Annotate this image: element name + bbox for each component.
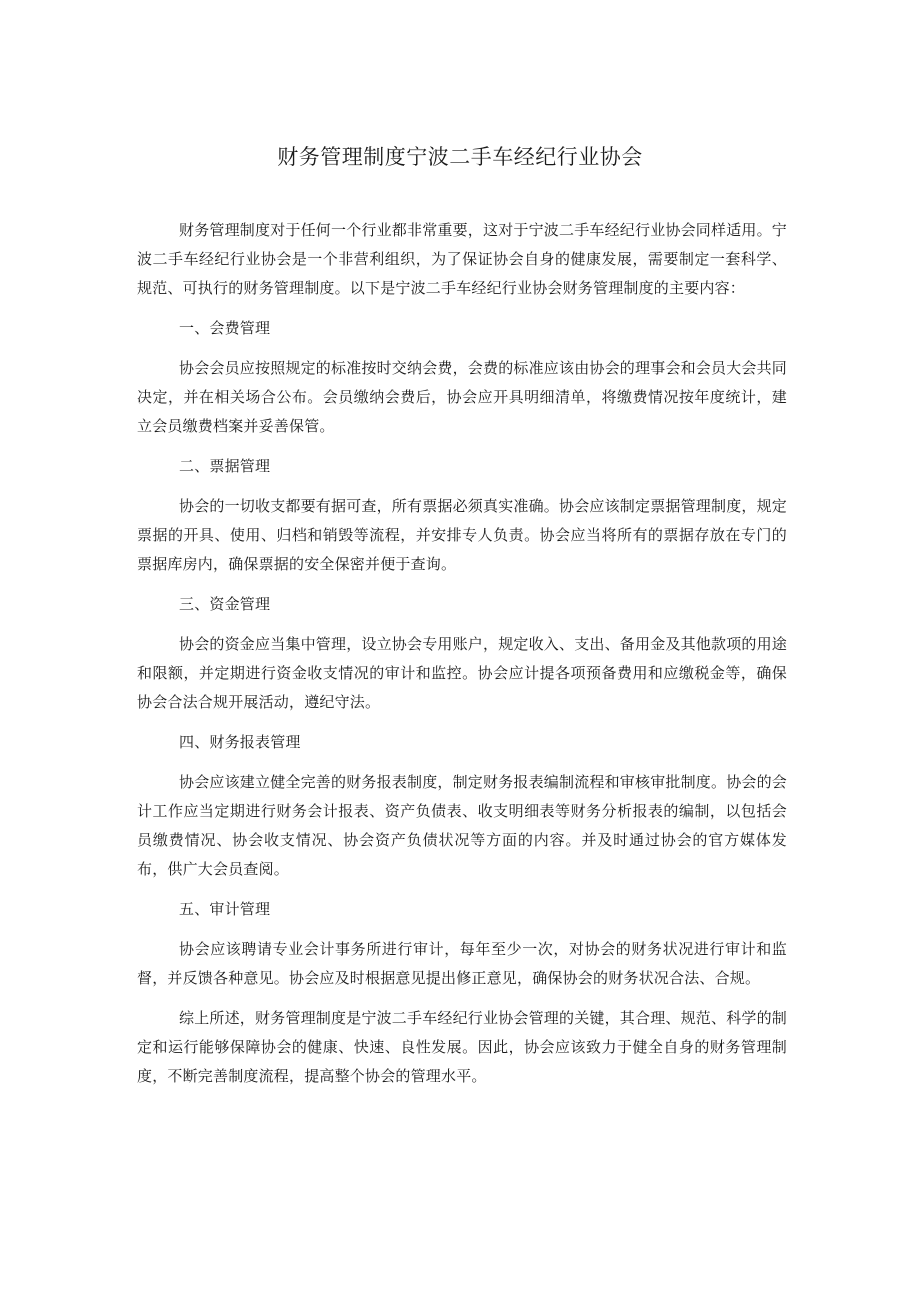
conclusion-paragraph: 综上所述，财务管理制度是宁波二手车经纪行业协会管理的关键，其合理、规范、科学的制定和运行能够保障协会的健康、快速、良性发展。因此，协会应该致力于健全自身的财务管理制度，不断完善制度流程，提高整个协会的管理水平。 xyxy=(137,1009,788,1085)
document-body xyxy=(137,216,787,1091)
section-heading-reports: 四、财务报表管理 xyxy=(179,733,301,751)
section-heading-audit: 五、审计管理 xyxy=(179,900,271,918)
section-heading-fees: 一、会费管理 xyxy=(179,319,271,337)
section-heading-receipts: 二、票据管理 xyxy=(179,457,271,475)
document-title: 财务管理制度宁波二手车经纪行业协会 xyxy=(277,145,643,169)
intro-paragraph: 财务管理制度对于任何一个行业都非常重要，这对于宁波二手车经纪行业协会同样适用。宁波二手车经纪行业协会是一个非营利组织，为了保证协会自身的健康发展，需要制定一套科学、规范、可执行的财务管理制度。以下是宁波二手车经纪行业协会财务管理制度的主要内容： xyxy=(137,221,788,297)
section-heading-funds: 三、资金管理 xyxy=(179,595,271,613)
section-text-receipts: 协会的一切收支都要有据可查，所有票据必须真实准确。协会应该制定票据管理制度，规定票据的开具、使用、归档和销毁等流程，并安排专人负责。协会应当将所有的票据存放在专门的票据库房内，确保票据的安全保密并便于查询。 xyxy=(137,497,788,573)
section-text-audit: 协会应该聘请专业会计事务所进行审计，每年至少一次，对协会的财务状况进行审计和监督，并反馈各种意见。协会应及时根据意见提出修正意见，确保协会的财务状况合法、合规。 xyxy=(137,940,787,987)
section-text-funds: 协会的资金应当集中管理，设立协会专用账户，规定收入、支出、备用金及其他款项的用途和限额，并定期进行资金收支情况的审计和监控。协会应计提各项预备费用和应缴税金等，确保协会合法合规开展活动，遵纪守法。 xyxy=(137,635,788,711)
section-text-fees: 协会会员应按照规定的标准按时交纳会费，会费的标准应该由协会的理事会和会员大会共同决定，并在相关场合公布。会员缴纳会费后，协会应开具明细清单，将缴费情况按年度统计，建立会员缴费档案并妥善保管。 xyxy=(137,359,788,435)
section-text-reports: 协会应该建立健全完善的财务报表制度，制定财务报表编制流程和审核审批制度。协会的会计工作应当定期进行财务会计报表、资产负债表、收支明细表等财务分析报表的编制，以包括会员缴费情况、协会收支情况、协会资产负债状况等方面的内容。并及时通过协会的官方媒体发布，供广大会员查阅。 xyxy=(137,773,788,878)
